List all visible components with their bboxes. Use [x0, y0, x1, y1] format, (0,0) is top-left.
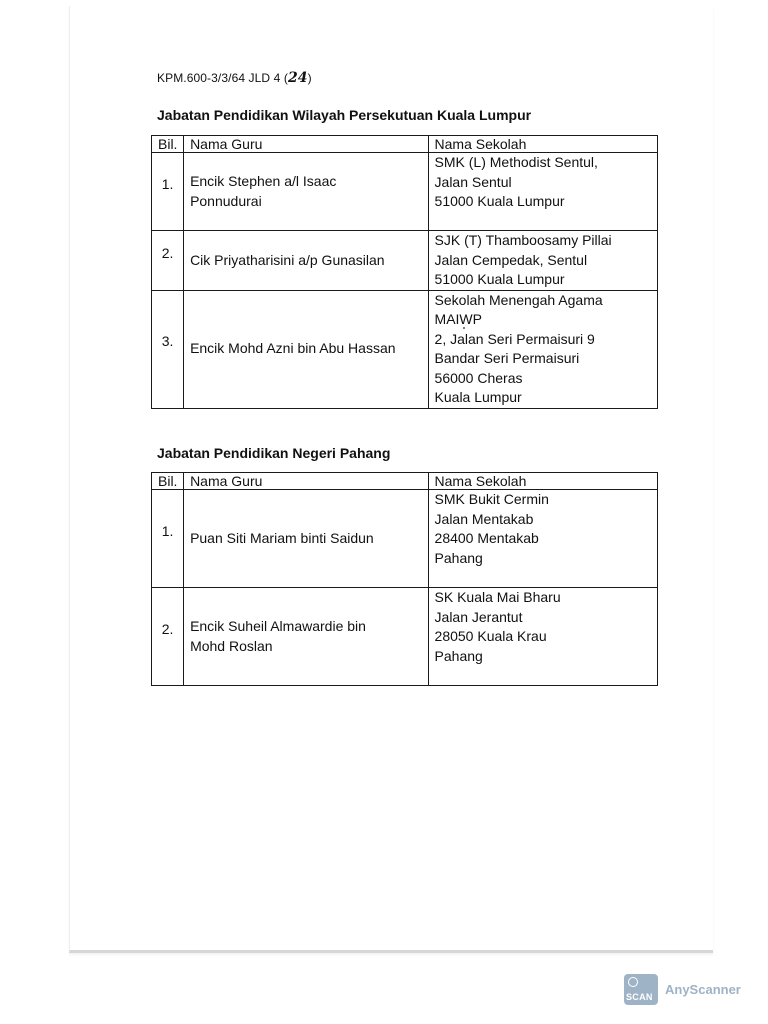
teacher-name: Puan Siti Mariam binti Saidun: [184, 490, 428, 588]
section-title-kuala-lumpur: Jabatan Pendidikan Wilayah Persekutuan Kuala Lumpur: [157, 107, 532, 123]
scan-icon: SCAN: [624, 974, 658, 1005]
column-header-bil: Bil.: [152, 473, 184, 490]
row-number: 3.: [152, 290, 184, 408]
reference-number: KPM.600-3/3/64 JLD 4 (24): [157, 70, 312, 86]
column-header-nama-sekolah: Nama Sekolah: [428, 136, 657, 153]
table-header-row: [152, 473, 658, 490]
table-row: [152, 153, 658, 231]
row-number: 1.: [152, 490, 184, 588]
table-header-row: [152, 136, 658, 153]
school-address: Sekolah Menengah Agama MAIWP 2, Jalan Seri Permaisuri 9 Bandar Seri Permaisuri 56000 Cheras Kuala Lumpur: [428, 290, 657, 408]
school-address: SMK Bukit Cermin Jalan Mentakab 28400 Mentakab Pahang: [428, 490, 657, 588]
school-address: SJK (T) Thamboosamy Pillai Jalan Cempedak, Sentul 51000 Kuala Lumpur: [428, 231, 657, 291]
teacher-name: Cik Priyatharisini a/p Gunasilan: [184, 231, 428, 291]
anyscanner-watermark: [624, 974, 741, 1005]
watermark-brand: AnyScanner: [665, 982, 741, 997]
table-row: [152, 231, 658, 291]
document-page: [69, 6, 713, 953]
row-number: 2.: [152, 231, 184, 291]
teacher-table-pahang: [151, 472, 658, 686]
handwritten-number: 24: [287, 70, 308, 86]
table-row: [152, 588, 658, 686]
school-address: SMK (L) Methodist Sentul, Jalan Sentul 51000 Kuala Lumpur: [428, 153, 657, 231]
column-header-bil: Bil.: [152, 136, 184, 153]
teacher-table-kuala-lumpur: [151, 135, 658, 409]
table-row: [152, 490, 658, 588]
row-number: 2.: [152, 588, 184, 686]
teacher-name: Encik Mohd Azni bin Abu Hassan: [184, 290, 428, 408]
column-header-nama-guru: Nama Guru: [184, 136, 428, 153]
row-number: 1.: [152, 153, 184, 231]
section-title-pahang: Jabatan Pendidikan Negeri Pahang: [157, 445, 391, 461]
scan-speck: [463, 327, 465, 329]
column-header-nama-guru: Nama Guru: [184, 473, 428, 490]
school-address: SK Kuala Mai Bharu Jalan Jerantut 28050 Kuala Krau Pahang: [428, 588, 657, 686]
teacher-name: Encik Stephen a/l Isaac Ponnudurai: [184, 153, 428, 231]
column-header-nama-sekolah: Nama Sekolah: [428, 473, 657, 490]
table-row: [152, 290, 658, 408]
teacher-name: Encik Suheil Almawardie bin Mohd Roslan: [184, 588, 428, 686]
